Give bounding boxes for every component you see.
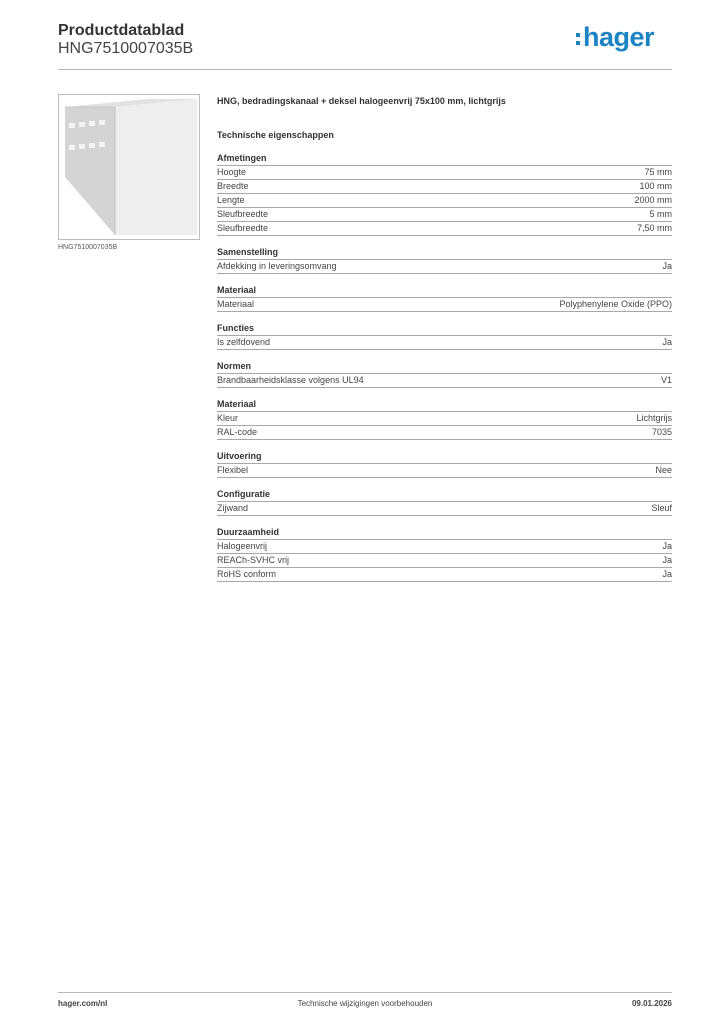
section-title: Materiaal [217, 284, 672, 298]
spec-row [217, 426, 672, 440]
spec-value: Nee [655, 465, 672, 475]
spec-row [217, 222, 672, 236]
spec-sections [217, 152, 672, 582]
spec-label: RoHS conform [217, 569, 277, 579]
product-code: HNG7510007035B [58, 40, 194, 57]
section-title: Configuratie [217, 488, 672, 502]
spec-row [217, 464, 672, 478]
spec-value: 100 mm [639, 181, 672, 191]
spec-value: V1 [660, 375, 672, 385]
footer-website[interactable]: hager.com/nl [58, 999, 108, 1008]
spec-label: Brandbaarheidsklasse volgens UL94 [217, 375, 364, 385]
page-header [58, 21, 672, 70]
spec-label: RAL-code [217, 427, 258, 437]
spec-row [217, 260, 672, 274]
spec-row [217, 502, 672, 516]
spec-label: REACh-SVHC vrij [217, 555, 290, 565]
spec-row [217, 208, 672, 222]
spec-row [217, 540, 672, 554]
section-title: Materiaal [217, 398, 672, 412]
spec-value: Ja [662, 555, 672, 565]
spec-value: 7,50 mm [636, 223, 672, 233]
spec-row [217, 554, 672, 568]
image-caption: HNG7510007035B [58, 244, 118, 251]
spec-label: Lengte [217, 195, 245, 205]
spec-row [217, 194, 672, 208]
spec-value: 75 mm [644, 167, 672, 177]
spec-value: Sleuf [651, 503, 672, 513]
specifications [217, 94, 672, 582]
product-image [58, 94, 200, 240]
page-footer [58, 992, 672, 1008]
spec-value: 2000 mm [634, 195, 672, 205]
section-title: Afmetingen [217, 152, 672, 166]
spec-label: Sleufbreedte [217, 223, 269, 233]
spec-value: Ja [662, 261, 672, 271]
footer-date: 09.01.2026 [631, 999, 672, 1008]
spec-value: Lichtgrijs [636, 413, 672, 423]
spec-label: Hoogte [217, 167, 247, 177]
cable-duct-image [59, 95, 199, 239]
logo-dots-icon [576, 33, 580, 45]
section-title: Uitvoering [217, 450, 672, 464]
spec-label: Afdekking in leveringsomvang [217, 261, 337, 271]
spec-row [217, 374, 672, 388]
spec-label: Is zelfdovend [217, 337, 271, 347]
product-title: HNG, bedradingskanaal + deksel halogeenvrij 75x100 mm, lichtgrijs [217, 96, 506, 106]
section-title: Normen [217, 360, 672, 374]
spec-value: 7035 [651, 427, 672, 437]
logo-text: hager [582, 22, 654, 52]
spec-row [217, 180, 672, 194]
spec-label: Sleufbreedte [217, 209, 269, 219]
spec-label: Breedte [217, 181, 249, 191]
spec-row [217, 166, 672, 180]
section-title: Functies [217, 322, 672, 336]
spec-label: Kleur [217, 413, 239, 423]
hager-logo [576, 21, 654, 53]
section-title: Samenstelling [217, 246, 672, 260]
spec-label: Flexibel [217, 465, 249, 475]
spec-value: 5 mm [649, 209, 672, 219]
spec-row [217, 298, 672, 312]
spec-row [217, 568, 672, 582]
spec-value: Ja [662, 569, 672, 579]
spec-value: Polyphenylene Oxide (PPO) [559, 299, 672, 309]
footer-notice: Technische wijzigingen voorbehouden [297, 999, 433, 1008]
section-title: Duurzaamheid [217, 526, 672, 540]
document-title: Productdatablad [58, 22, 185, 39]
tech-heading: Technische eigenschappen [217, 130, 334, 140]
spec-label: Zijwand [217, 503, 249, 513]
spec-row [217, 336, 672, 350]
spec-label: Halogeenvrij [217, 541, 268, 551]
spec-value: Ja [662, 337, 672, 347]
spec-row [217, 412, 672, 426]
spec-label: Materiaal [217, 299, 255, 309]
spec-value: Ja [662, 541, 672, 551]
